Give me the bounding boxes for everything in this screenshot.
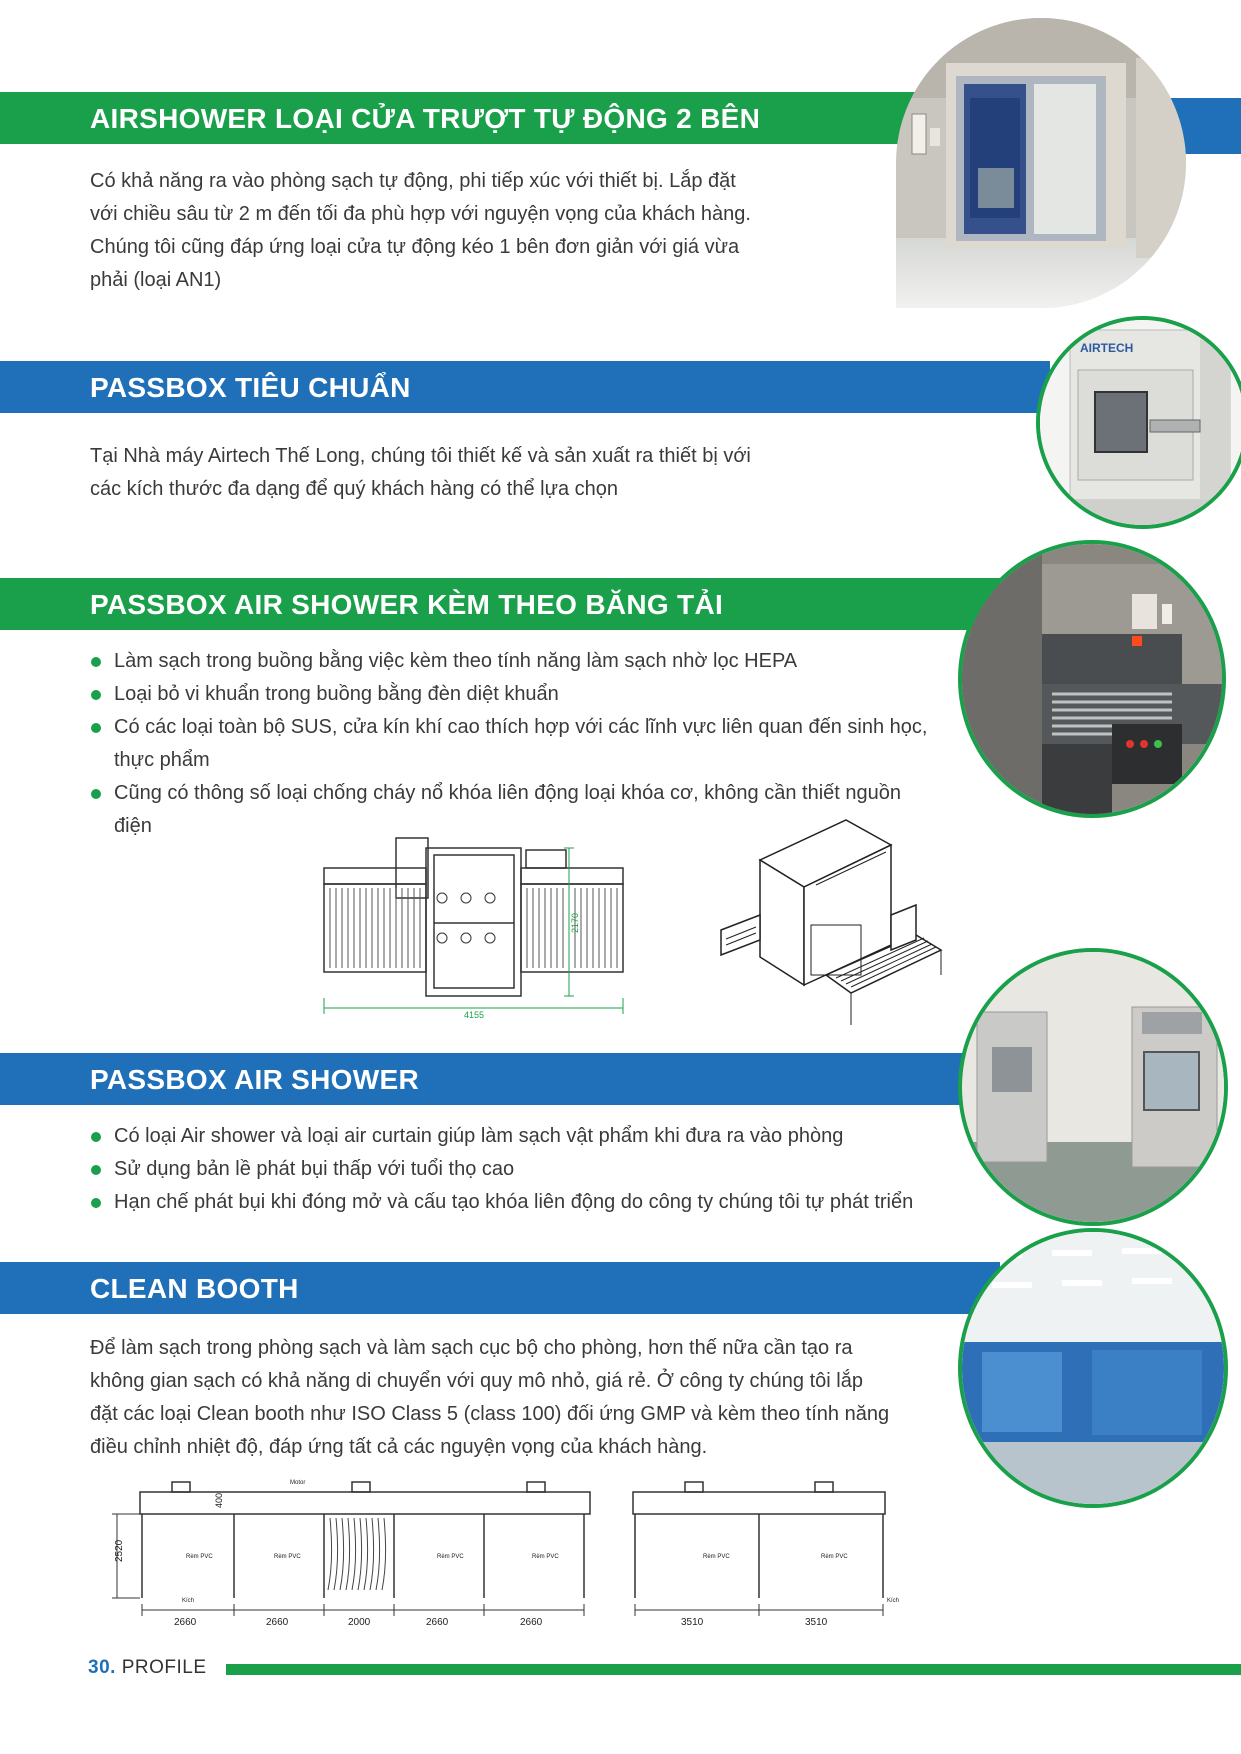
conveyor-photo — [958, 540, 1226, 818]
curtain-label: Rèm PVC — [532, 1554, 559, 1560]
booth-width-label: 2660 — [174, 1617, 197, 1628]
section-text-passbox — [90, 440, 751, 506]
list-item: Có các loại toàn bộ SUS, cửa kín khí cao thích hợp với các lĩnh vực liên quan đến sinh học, thực phẩm — [90, 711, 940, 777]
footer-label: PROFILE — [121, 1657, 207, 1678]
section-text-clean-booth — [90, 1332, 889, 1464]
page-footer — [88, 1657, 207, 1679]
motor-label: Motor — [290, 1480, 306, 1486]
airshower-photo — [896, 18, 1186, 308]
section-header-air-shower — [0, 1053, 1000, 1105]
text-line: điều chỉnh nhiệt độ, đáp ứng tất cả các nguyện vọng của khách hàng. — [90, 1436, 708, 1458]
section-header-clean-booth — [0, 1262, 1000, 1314]
text-line: Tại Nhà máy Airtech Thế Long, chúng tôi thiết kế và sản xuất ra thiết bị với — [90, 445, 751, 467]
section-header-conveyor — [0, 578, 1000, 630]
booth-width-label: 2660 — [520, 1617, 543, 1628]
text-line: Có khả năng ra vào phòng sạch tự động, phi tiếp xúc với thiết bị. Lắp đặt — [90, 170, 736, 192]
section-title: CLEAN BOOTH — [90, 1273, 299, 1304]
text-line: Để làm sạch trong phòng sạch và làm sạch cục bộ cho phòng, hơn thế nữa cần tạo ra — [90, 1337, 853, 1359]
passbox-air-shower-photo — [958, 948, 1228, 1226]
curtain-label: Rèm PVC — [703, 1554, 730, 1560]
conveyor-feature-list — [90, 645, 940, 843]
section-header-passbox — [0, 361, 1050, 413]
section-title: PASSBOX AIR SHOWER KÈM THEO BĂNG TẢI — [90, 589, 724, 620]
footer-bar — [226, 1664, 1241, 1675]
text-line: phải (loại AN1) — [90, 269, 222, 291]
text-line: không gian sạch có khả năng di chuyển với quy mô nhỏ, giá rẻ. Ở công ty chúng tôi lắp — [90, 1370, 863, 1392]
floor-label: Kích — [887, 1598, 900, 1604]
text-line: các kích thước đa dạng để quý khách hàng có thể lựa chọn — [90, 478, 619, 500]
booth-width-label: 2000 — [348, 1617, 371, 1628]
list-item: Hạn chế phát bụi khi đóng mở và cấu tạo khóa liên động do công ty chúng tôi tự phát triển — [90, 1186, 940, 1219]
curtain-label: Rèm PVC — [274, 1554, 301, 1560]
text-line: Chúng tôi cũng đáp ứng loại cửa tự động kéo 1 bên đơn giản với giá vừa — [90, 236, 740, 258]
text-line: đặt các loại Clean booth như ISO Class 5 (class 100) đối ứng GMP và kèm theo tính năng — [90, 1403, 890, 1425]
conveyor-iso-drawing — [716, 815, 946, 1030]
passbox-photo — [1036, 316, 1241, 529]
curtain-label: Rèm PVC — [437, 1554, 464, 1560]
booth-width-label: 3510 — [681, 1617, 704, 1628]
curtain-label: Rèm PVC — [821, 1554, 848, 1560]
clean-booth-drawing-b — [625, 1470, 905, 1630]
list-item: Cũng có thông số loại chống cháy nổ khóa liên động loại khóa cơ, không cần thiết nguồn điện — [90, 777, 940, 843]
text-line: với chiều sâu từ 2 m đến tối đa phù hợp với nguyện vọng của khách hàng. — [90, 203, 751, 225]
clean-booth-drawing-a — [112, 1470, 592, 1630]
booth-height-label: 2520 — [114, 1539, 125, 1562]
passbox-brand-label: AIRTECH — [1080, 341, 1134, 355]
section-title: AIRSHOWER LOẠI CỬA TRƯỢT TỰ ĐỘNG 2 BÊN — [90, 103, 761, 134]
booth-width-label: 2660 — [266, 1617, 289, 1628]
section-text-airshower — [90, 165, 751, 297]
conveyor-front-drawing — [316, 828, 641, 1018]
curtain-label: Rèm PVC — [186, 1554, 213, 1560]
clean-booth-photo — [958, 1228, 1228, 1508]
booth-width-label: 2660 — [426, 1617, 449, 1628]
dimension-height-label: 2170 — [570, 912, 580, 933]
page-number: 30. — [88, 1657, 116, 1678]
section-header-airshower — [0, 92, 990, 144]
floor-label: Kích — [182, 1598, 195, 1604]
booth-width-label: 3510 — [805, 1617, 828, 1628]
booth-top-label: 400 — [214, 1492, 224, 1508]
air-shower-feature-list — [90, 1120, 940, 1219]
list-item: Làm sạch trong buồng bằng việc kèm theo tính năng làm sạch nhờ lọc HEPA — [90, 645, 940, 678]
dimension-width-label: 4155 — [464, 1010, 485, 1018]
list-item: Sử dụng bản lề phát bụi thấp với tuổi thọ cao — [90, 1153, 940, 1186]
list-item: Loại bỏ vi khuẩn trong buồng bằng đèn diệt khuẩn — [90, 678, 940, 711]
list-item: Có loại Air shower và loại air curtain giúp làm sạch vật phẩm khi đưa ra vào phòng — [90, 1120, 940, 1153]
section-title: PASSBOX TIÊU CHUẨN — [90, 372, 411, 403]
section-title: PASSBOX AIR SHOWER — [90, 1064, 419, 1095]
